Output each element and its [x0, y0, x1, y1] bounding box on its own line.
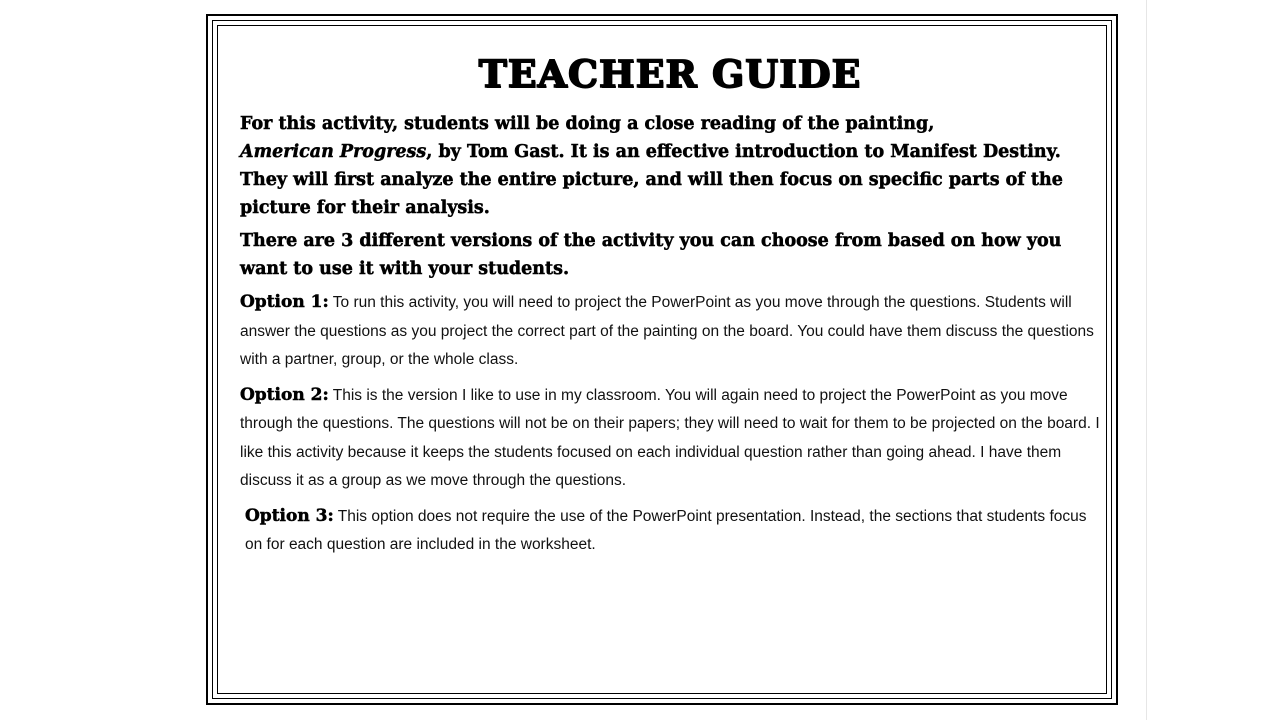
intro-paragraph: [240, 110, 1100, 222]
intro-text-start: For this activity, students will be doing a close reading of the painting,: [240, 114, 935, 134]
option-1-paragraph: [240, 288, 1100, 375]
painting-title: American Progress: [240, 142, 427, 162]
guide-content: [240, 52, 1100, 566]
option-3-text: This option does not require the use of the PowerPoint presentation. Instead, the sections that students focus on for each question are included in the worksheet.: [245, 507, 1087, 553]
versions-paragraph: There are 3 different versions of the activity you can choose from based on how you want to use it with your students.: [240, 231, 1062, 279]
option-2-paragraph: [240, 381, 1100, 496]
intro-text-end: , by Tom Gast. It is an effective introduction to Manifest Destiny. They will first analyze the entire picture, and will then focus on specific parts of the picture for their analysis.: [240, 142, 1063, 218]
option-3-paragraph: [240, 502, 1100, 560]
option-1-text: To run this activity, you will need to project the PowerPoint as you move through the questions. Students will answer the questions as you project the correct part of the painting on the board. You could have them discuss the questions with a partner, group, or the whole class.: [240, 294, 1094, 368]
option-2-text: This is the version I like to use in my classroom. You will again need to project the PowerPoint as you move through the questions. The questions will not be on their papers; they will need to wait for them to be projected on the board. I like this activity because it keeps the students focused on each individual question rather than going ahead. I have them discuss it as a group as we move through the questions.: [240, 386, 1100, 489]
page-title: TEACHER GUIDE: [478, 52, 862, 96]
option-1-label: Option 1:: [240, 292, 329, 312]
option-2-label: Option 2:: [240, 384, 329, 405]
option-3-label: Option 3:: [245, 505, 334, 526]
page-edge-line: [1146, 0, 1147, 720]
